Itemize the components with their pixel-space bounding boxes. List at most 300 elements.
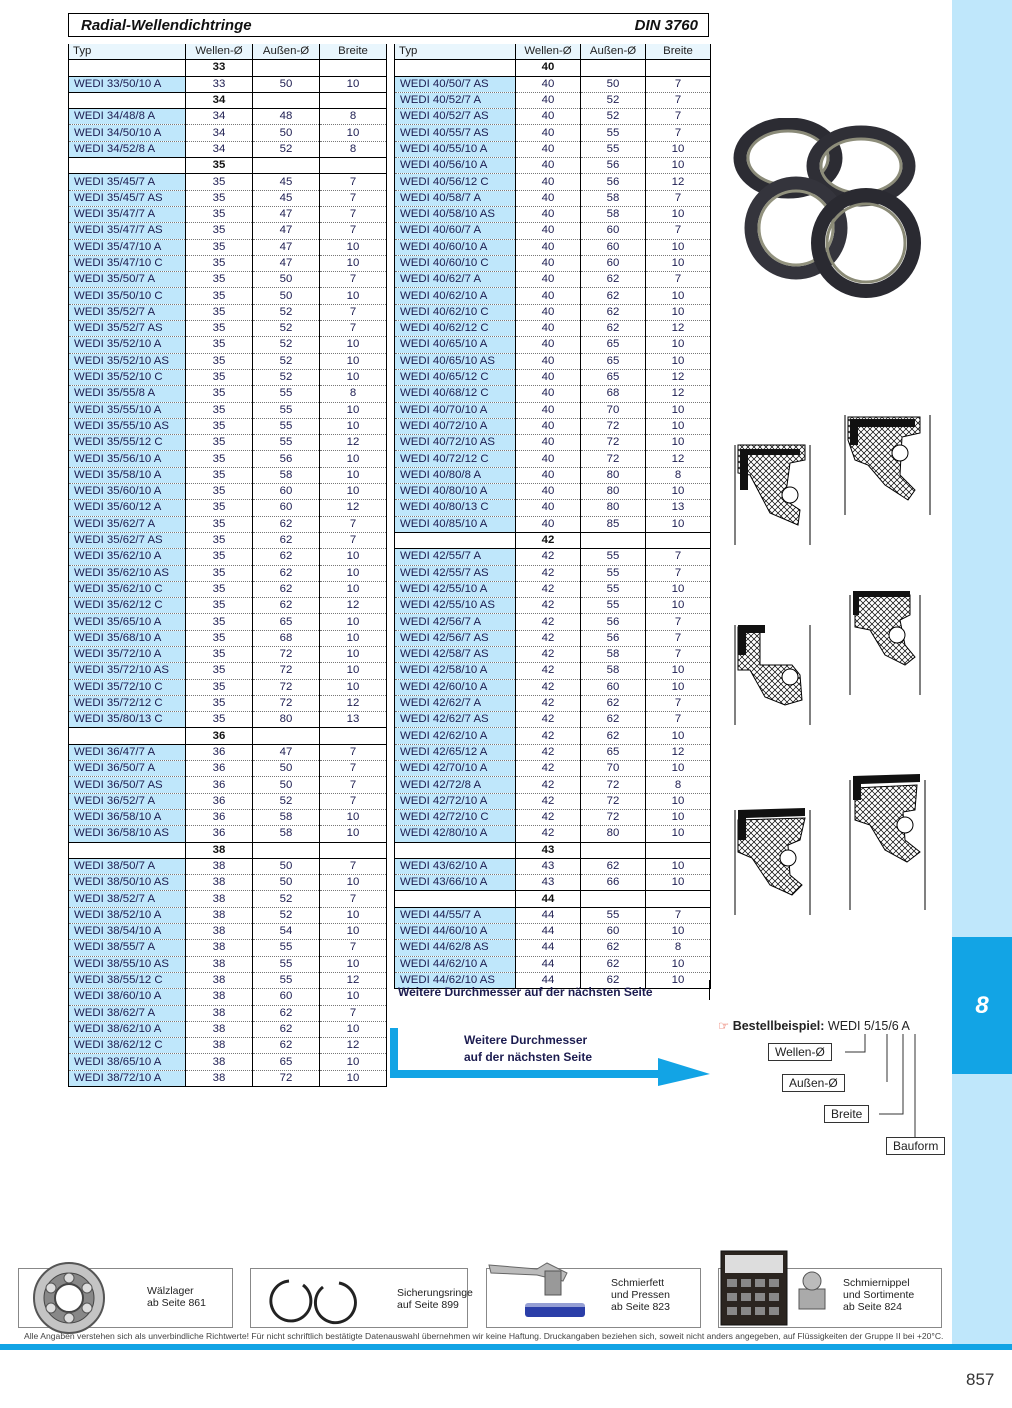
width-cell: 7 xyxy=(320,321,387,337)
table-row xyxy=(69,532,387,548)
outer-diameter-cell: 62 xyxy=(253,549,320,565)
outer-diameter-cell: 80 xyxy=(581,500,646,516)
group-spacer xyxy=(581,891,646,907)
width-cell: 7 xyxy=(320,1005,387,1021)
width-cell: 10 xyxy=(320,875,387,891)
shaft-diameter-cell: 35 xyxy=(186,435,253,451)
width-cell: 10 xyxy=(646,337,711,353)
table-row xyxy=(69,190,387,206)
outer-diameter-cell: 55 xyxy=(581,581,646,597)
outer-diameter-cell: 72 xyxy=(253,646,320,662)
table-row xyxy=(69,435,387,451)
table-row xyxy=(69,549,387,565)
type-cell: WEDI 38/62/10 A xyxy=(69,1021,186,1037)
outer-diameter-cell: 47 xyxy=(253,744,320,760)
table-row xyxy=(395,630,711,646)
width-cell: 10 xyxy=(320,402,387,418)
shaft-diameter-cell: 42 xyxy=(516,630,581,646)
type-cell: WEDI 40/68/12 C xyxy=(395,386,516,402)
shaft-diameter-cell: 40 xyxy=(516,125,581,141)
width-cell: 10 xyxy=(320,255,387,271)
side-strip xyxy=(952,0,1012,1350)
type-cell: WEDI 38/55/10 AS xyxy=(69,956,186,972)
table-row xyxy=(395,565,711,581)
table-row xyxy=(395,500,711,516)
footer-link-sicherungsringe[interactable] xyxy=(250,1268,473,1328)
shaft-diameter-cell: 40 xyxy=(516,467,581,483)
table-row xyxy=(69,924,387,940)
shaft-diameter-cell: 35 xyxy=(186,484,253,500)
outer-diameter-cell: 52 xyxy=(253,907,320,923)
outer-diameter-cell: 72 xyxy=(253,679,320,695)
table-row xyxy=(395,614,711,630)
type-cell: WEDI 34/48/8 A xyxy=(69,109,186,125)
type-cell: WEDI 40/80/8 A xyxy=(395,467,516,483)
type-cell: WEDI 34/52/8 A xyxy=(69,141,186,157)
shaft-diameter-cell: 40 xyxy=(516,109,581,125)
section-cs xyxy=(850,591,920,695)
table-row xyxy=(69,255,387,271)
group-spacer xyxy=(646,532,711,548)
type-cell: WEDI 35/62/10 A xyxy=(69,549,186,565)
shaft-diameter-cell: 38 xyxy=(186,989,253,1005)
group-spacer xyxy=(581,532,646,548)
outer-diameter-cell: 52 xyxy=(253,321,320,337)
outer-diameter-cell: 50 xyxy=(253,777,320,793)
type-cell: WEDI 38/54/10 A xyxy=(69,924,186,940)
shaft-diameter-cell: 35 xyxy=(186,402,253,418)
shaft-diameter-cell: 35 xyxy=(186,239,253,255)
table-row xyxy=(395,402,711,418)
shaft-diameter-cell: 38 xyxy=(186,972,253,988)
outer-diameter-cell: 45 xyxy=(253,190,320,206)
outer-diameter-cell: 50 xyxy=(253,125,320,141)
shaft-diameter-cell: 40 xyxy=(516,190,581,206)
width-cell: 10 xyxy=(320,989,387,1005)
width-cell: 7 xyxy=(320,777,387,793)
type-cell: WEDI 44/55/7 A xyxy=(395,907,516,923)
shaft-diameter-cell: 42 xyxy=(516,695,581,711)
type-cell: WEDI 35/62/12 C xyxy=(69,598,186,614)
table-row xyxy=(395,809,711,825)
group-label: 43 xyxy=(516,842,581,858)
shaft-diameter-cell: 40 xyxy=(516,500,581,516)
table-row xyxy=(395,858,711,874)
outer-diameter-cell: 85 xyxy=(581,516,646,532)
table-row xyxy=(395,484,711,500)
group-spacer xyxy=(69,92,186,108)
width-cell: 10 xyxy=(646,516,711,532)
type-cell: WEDI 35/52/7 A xyxy=(69,304,186,320)
width-cell: 10 xyxy=(320,614,387,630)
type-cell: WEDI 40/62/10 C xyxy=(395,304,516,320)
shaft-diameter-cell: 44 xyxy=(516,940,581,956)
shaft-diameter-cell: 38 xyxy=(186,1005,253,1021)
shaft-diameter-cell: 35 xyxy=(186,386,253,402)
group-label: 38 xyxy=(186,842,253,858)
type-cell: WEDI 40/60/7 A xyxy=(395,223,516,239)
shaft-diameter-cell: 35 xyxy=(186,337,253,353)
table-row xyxy=(69,1021,387,1037)
outer-diameter-cell: 62 xyxy=(253,516,320,532)
shaft-diameter-cell: 35 xyxy=(186,679,253,695)
shaft-diameter-cell: 40 xyxy=(516,369,581,385)
group-spacer xyxy=(69,728,186,744)
shaft-diameter-cell: 35 xyxy=(186,174,253,190)
table-row xyxy=(69,1038,387,1054)
shaft-diameter-cell: 35 xyxy=(186,206,253,222)
width-cell: 7 xyxy=(320,761,387,777)
width-cell: 10 xyxy=(646,663,711,679)
disclaimer: Alle Angaben verstehen sich als unverbindliche Richtwerte! Für nicht schriftlich bestätigte Datenauswahl übernehmen wir keine Haftung. Druckangaben beziehen sich, soweit nicht anders angegeben, auf Flüssigkeiten der Gruppe II bei +20°C. xyxy=(24,1331,944,1341)
width-cell: 10 xyxy=(320,1021,387,1037)
width-cell: 10 xyxy=(646,353,711,369)
group-spacer xyxy=(253,728,320,744)
group-spacer xyxy=(395,532,516,548)
shaft-diameter-cell: 35 xyxy=(186,467,253,483)
table-row xyxy=(395,223,711,239)
group-header-row xyxy=(395,842,711,858)
col-aussen: Außen-Ø xyxy=(253,44,320,60)
table-row xyxy=(69,174,387,190)
group-spacer xyxy=(253,60,320,76)
type-cell: WEDI 40/60/10 C xyxy=(395,255,516,271)
shaft-diameter-cell: 43 xyxy=(516,858,581,874)
shaft-diameter-cell: 35 xyxy=(186,712,253,728)
type-cell: WEDI 35/47/10 C xyxy=(69,255,186,271)
width-cell: 10 xyxy=(646,158,711,174)
shaft-diameter-cell: 44 xyxy=(516,907,581,923)
width-cell: 7 xyxy=(646,712,711,728)
shaft-diameter-cell: 42 xyxy=(516,777,581,793)
shaft-diameter-cell: 38 xyxy=(186,858,253,874)
table-row xyxy=(69,565,387,581)
shaft-diameter-cell: 40 xyxy=(516,255,581,271)
width-cell: 13 xyxy=(646,500,711,516)
shaft-diameter-cell: 42 xyxy=(516,598,581,614)
outer-diameter-cell: 72 xyxy=(581,777,646,793)
table-row xyxy=(69,386,387,402)
outer-diameter-cell: 47 xyxy=(253,223,320,239)
width-cell: 13 xyxy=(320,712,387,728)
table-row xyxy=(395,875,711,891)
group-spacer xyxy=(253,842,320,858)
type-cell: WEDI 35/45/7 AS xyxy=(69,190,186,206)
group-label: 33 xyxy=(186,60,253,76)
shaft-diameter-cell: 40 xyxy=(516,239,581,255)
width-cell: 12 xyxy=(646,744,711,760)
outer-diameter-cell: 55 xyxy=(581,598,646,614)
order-example-label: Bestellbeispiel: xyxy=(732,1019,825,1033)
table-row xyxy=(69,598,387,614)
col-wellen: Wellen-Ø xyxy=(516,44,581,60)
table-row xyxy=(395,353,711,369)
group-spacer xyxy=(253,92,320,108)
table-row xyxy=(69,239,387,255)
type-cell: WEDI 35/55/12 C xyxy=(69,435,186,451)
part-bauform: Bauform xyxy=(886,1137,945,1155)
footer-text: auf Seite 899 xyxy=(397,1299,459,1311)
width-cell: 10 xyxy=(320,1054,387,1070)
shaft-diameter-cell: 36 xyxy=(186,744,253,760)
table-row xyxy=(395,924,711,940)
outer-diameter-cell: 52 xyxy=(253,337,320,353)
outer-diameter-cell: 60 xyxy=(581,924,646,940)
shaft-diameter-cell: 35 xyxy=(186,532,253,548)
divider xyxy=(709,980,710,1000)
width-cell: 10 xyxy=(646,728,711,744)
width-cell: 12 xyxy=(320,598,387,614)
type-cell: WEDI 42/55/7 A xyxy=(395,549,516,565)
outer-diameter-cell: 80 xyxy=(581,484,646,500)
table-row xyxy=(395,76,711,92)
width-cell: 10 xyxy=(646,239,711,255)
outer-diameter-cell: 56 xyxy=(581,158,646,174)
group-header-row xyxy=(395,60,711,76)
table-row xyxy=(395,728,711,744)
table-row xyxy=(69,972,387,988)
outer-diameter-cell: 50 xyxy=(253,875,320,891)
table-row xyxy=(69,630,387,646)
order-example-code: WEDI 5/15/6 A xyxy=(827,1019,910,1033)
shaft-diameter-cell: 42 xyxy=(516,712,581,728)
outer-diameter-cell: 60 xyxy=(581,239,646,255)
shaft-diameter-cell: 42 xyxy=(516,761,581,777)
part-breite: Breite xyxy=(824,1105,869,1123)
type-cell: WEDI 43/66/10 A xyxy=(395,875,516,891)
group-spacer xyxy=(320,158,387,174)
width-cell: 7 xyxy=(320,516,387,532)
shaft-diameter-cell: 35 xyxy=(186,695,253,711)
shaft-diameter-cell: 42 xyxy=(516,646,581,662)
outer-diameter-cell: 72 xyxy=(581,793,646,809)
type-cell: WEDI 36/50/7 A xyxy=(69,761,186,777)
bottom-rule xyxy=(0,1344,1012,1350)
width-cell: 7 xyxy=(646,272,711,288)
shaft-diameter-cell: 40 xyxy=(516,402,581,418)
shaft-diameter-cell: 35 xyxy=(186,646,253,662)
table-row xyxy=(69,125,387,141)
width-cell: 10 xyxy=(646,141,711,157)
table-row xyxy=(395,777,711,793)
width-cell: 7 xyxy=(646,646,711,662)
din-standard: DIN 3760 xyxy=(634,17,698,34)
type-cell: WEDI 34/50/10 A xyxy=(69,125,186,141)
outer-diameter-cell: 50 xyxy=(253,761,320,777)
shaft-diameter-cell: 43 xyxy=(516,875,581,891)
type-cell: WEDI 35/55/10 A xyxy=(69,402,186,418)
type-cell: WEDI 35/52/7 AS xyxy=(69,321,186,337)
table-row xyxy=(69,907,387,923)
footer-link-schmierfett[interactable] xyxy=(486,1268,701,1328)
type-cell: WEDI 35/62/7 AS xyxy=(69,532,186,548)
type-cell: WEDI 44/62/8 AS xyxy=(395,940,516,956)
type-cell: WEDI 42/58/7 AS xyxy=(395,646,516,662)
width-cell: 8 xyxy=(320,109,387,125)
outer-diameter-cell: 70 xyxy=(581,761,646,777)
group-label: 35 xyxy=(186,158,253,174)
type-cell: WEDI 42/55/10 A xyxy=(395,581,516,597)
outer-diameter-cell: 52 xyxy=(581,109,646,125)
shaft-diameter-cell: 40 xyxy=(516,174,581,190)
table-row xyxy=(69,646,387,662)
type-cell: WEDI 40/70/10 A xyxy=(395,402,516,418)
table-row xyxy=(395,793,711,809)
table-row xyxy=(69,614,387,630)
type-cell: WEDI 35/72/12 C xyxy=(69,695,186,711)
outer-diameter-cell: 60 xyxy=(253,500,320,516)
width-cell: 10 xyxy=(320,679,387,695)
type-cell: WEDI 38/62/12 C xyxy=(69,1038,186,1054)
outer-diameter-cell: 45 xyxy=(253,174,320,190)
width-cell: 10 xyxy=(646,679,711,695)
shaft-diameter-cell: 35 xyxy=(186,223,253,239)
type-cell: WEDI 38/50/7 A xyxy=(69,858,186,874)
width-cell: 10 xyxy=(646,793,711,809)
outer-diameter-cell: 62 xyxy=(581,972,646,988)
table-row xyxy=(395,206,711,222)
col-typ: Typ xyxy=(395,44,516,60)
outer-diameter-cell: 52 xyxy=(253,353,320,369)
grease-nipple-kit-icon xyxy=(719,1249,839,1329)
width-cell: 7 xyxy=(320,532,387,548)
table-row xyxy=(395,646,711,662)
section-bs xyxy=(850,774,925,910)
width-cell: 12 xyxy=(646,386,711,402)
group-header-row xyxy=(69,92,387,108)
width-cell: 7 xyxy=(320,272,387,288)
section-a xyxy=(735,445,810,545)
group-spacer xyxy=(581,842,646,858)
width-cell: 12 xyxy=(646,451,711,467)
outer-diameter-cell: 52 xyxy=(253,369,320,385)
table-row xyxy=(395,141,711,157)
outer-diameter-cell: 47 xyxy=(253,239,320,255)
col-breite: Breite xyxy=(320,44,387,60)
shaft-diameter-cell: 40 xyxy=(516,304,581,320)
type-cell: WEDI 40/56/10 A xyxy=(395,158,516,174)
shaft-diameter-cell: 40 xyxy=(516,386,581,402)
width-cell: 12 xyxy=(320,695,387,711)
type-cell: WEDI 42/62/10 A xyxy=(395,728,516,744)
table-row xyxy=(69,1054,387,1070)
group-spacer xyxy=(253,158,320,174)
table-row xyxy=(395,581,711,597)
group-header-row xyxy=(69,60,387,76)
outer-diameter-cell: 50 xyxy=(581,76,646,92)
shaft-diameter-cell: 38 xyxy=(186,1054,253,1070)
outer-diameter-cell: 62 xyxy=(581,695,646,711)
type-cell: WEDI 42/58/10 A xyxy=(395,663,516,679)
outer-diameter-cell: 62 xyxy=(581,288,646,304)
width-cell: 10 xyxy=(646,761,711,777)
table-row xyxy=(395,549,711,565)
chapter-tab[interactable]: 8 xyxy=(952,937,1012,1074)
outer-diameter-cell: 52 xyxy=(253,141,320,157)
footer-link-waelzlager[interactable] xyxy=(18,1268,233,1328)
shaft-diameter-cell: 42 xyxy=(516,614,581,630)
width-cell: 10 xyxy=(320,451,387,467)
width-cell: 8 xyxy=(646,777,711,793)
width-cell: 10 xyxy=(646,956,711,972)
shaft-diameter-cell: 35 xyxy=(186,614,253,630)
arrow-note-line2: auf der nächsten Seite xyxy=(464,1050,593,1064)
type-cell: WEDI 33/50/10 A xyxy=(69,76,186,92)
width-cell: 7 xyxy=(320,223,387,239)
outer-diameter-cell: 55 xyxy=(581,565,646,581)
group-spacer xyxy=(320,92,387,108)
shaft-diameter-cell: 38 xyxy=(186,907,253,923)
width-cell: 7 xyxy=(320,891,387,907)
width-cell: 7 xyxy=(646,614,711,630)
table-row xyxy=(395,92,711,108)
table-row xyxy=(395,288,711,304)
footer-link-schmiernippel[interactable] xyxy=(718,1268,942,1328)
type-cell: WEDI 38/55/12 C xyxy=(69,972,186,988)
outer-diameter-cell: 62 xyxy=(581,956,646,972)
group-spacer xyxy=(646,891,711,907)
table-row xyxy=(69,76,387,92)
outer-diameter-cell: 66 xyxy=(581,875,646,891)
table-row xyxy=(395,158,711,174)
shaft-diameter-cell: 42 xyxy=(516,549,581,565)
footer-text: Schmiernippel xyxy=(843,1277,910,1289)
width-cell: 10 xyxy=(320,369,387,385)
type-cell: WEDI 42/55/10 AS xyxy=(395,598,516,614)
table-row xyxy=(69,989,387,1005)
outer-diameter-cell: 60 xyxy=(581,255,646,271)
outer-diameter-cell: 48 xyxy=(253,109,320,125)
shaft-diameter-cell: 35 xyxy=(186,630,253,646)
group-spacer xyxy=(395,842,516,858)
shaft-diameter-cell: 35 xyxy=(186,565,253,581)
shaft-diameter-cell: 34 xyxy=(186,141,253,157)
table-row xyxy=(69,141,387,157)
outer-diameter-cell: 80 xyxy=(581,467,646,483)
seal-cross-sections xyxy=(730,405,940,925)
width-cell: 10 xyxy=(646,858,711,874)
table-row xyxy=(69,712,387,728)
shaft-diameter-cell: 40 xyxy=(516,92,581,108)
shaft-diameter-cell: 40 xyxy=(516,337,581,353)
shaft-diameter-cell: 42 xyxy=(516,565,581,581)
width-cell: 10 xyxy=(646,435,711,451)
table-row xyxy=(69,1070,387,1086)
outer-diameter-cell: 62 xyxy=(581,272,646,288)
shaft-diameter-cell: 35 xyxy=(186,369,253,385)
outer-diameter-cell: 65 xyxy=(581,744,646,760)
table-row xyxy=(395,956,711,972)
outer-diameter-cell: 56 xyxy=(581,174,646,190)
table-row xyxy=(395,467,711,483)
footer-text: ab Seite 823 xyxy=(611,1301,670,1313)
table-row xyxy=(69,744,387,760)
shaft-diameter-cell: 38 xyxy=(186,956,253,972)
width-cell: 10 xyxy=(320,907,387,923)
outer-diameter-cell: 52 xyxy=(253,793,320,809)
shaft-diameter-cell: 44 xyxy=(516,972,581,988)
type-cell: WEDI 42/56/7 A xyxy=(395,614,516,630)
outer-diameter-cell: 58 xyxy=(581,663,646,679)
shaft-diameter-cell: 40 xyxy=(516,206,581,222)
outer-diameter-cell: 60 xyxy=(581,679,646,695)
footer-text: und Pressen xyxy=(611,1289,670,1301)
outer-diameter-cell: 55 xyxy=(581,549,646,565)
type-cell: WEDI 35/72/10 C xyxy=(69,679,186,695)
type-cell: WEDI 35/60/12 A xyxy=(69,500,186,516)
table-row xyxy=(395,418,711,434)
table-row xyxy=(69,484,387,500)
